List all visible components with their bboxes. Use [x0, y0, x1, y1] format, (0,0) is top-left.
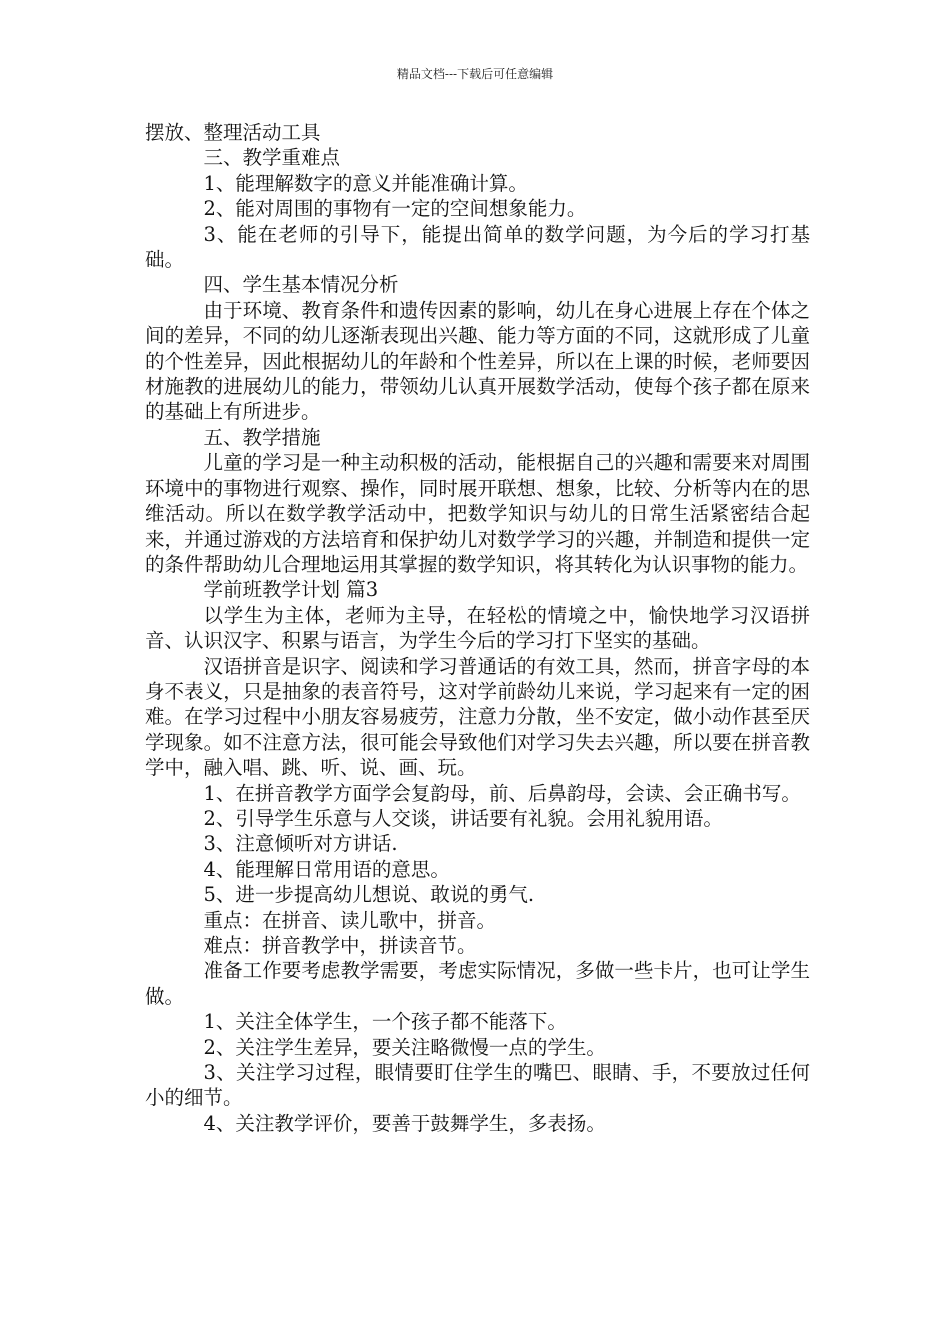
- section-heading: 四、学生基本情况分析: [203, 273, 399, 297]
- list-item: 3、注意倾听对方讲话.: [203, 832, 398, 856]
- list-item: 4、能理解日常用语的意思。: [203, 857, 450, 881]
- paragraph: 汉语拼音是识字、阅读和学习普通话的有效工具，然而，拼音字母的本身不表义，只是抽象的表音符号，这对学前龄幼儿来说，学习起来有一定的困难。在学习过程中小朋友容易疲劳，注意力分散，坐不安定，做小动作甚至厌学现象。如不注意方法，很可能会导致他们对学习失去兴趣，所以要在拼音教学中，融入唱、跳、听、说、画、玩。: [145, 654, 810, 780]
- list-item: 4、关注教学评价，要善于鼓舞学生，多表扬。: [203, 1111, 606, 1135]
- list-item: 1、能理解数字的意义并能准确计算。: [203, 171, 528, 195]
- key-point: 重点：在拼音、读儿歌中，拼音。: [203, 908, 497, 932]
- section-heading: 五、教学措施: [203, 425, 321, 449]
- list-item: 3、关注学习过程，眼情要盯住学生的嘴巴、眼睛、手，不要放过任何小的细节。: [145, 1061, 810, 1110]
- paragraph: 以学生为主体，老师为主导，在轻松的情境之中，愉快地学习汉语拼音、认识汉字、积累与语言，为学生今后的学习打下坚实的基础。: [145, 603, 810, 653]
- difficulty-point: 难点：拼音教学中，拼读音节。: [203, 934, 477, 957]
- document-body: [145, 120, 810, 1136]
- list-item: 1、关注全体学生，一个孩子都不能落下。: [203, 1010, 567, 1034]
- page-header: 精品文档---下载后可任意编辑: [396, 67, 554, 81]
- list-item: 2、能对周围的事物有一定的空间想象能力。: [203, 197, 587, 221]
- paragraph: 摆放、整理活动工具: [145, 121, 321, 144]
- list-item: 3、能在老师的引导下，能提出简单的数学问题，为今后的学习打基础。: [145, 222, 810, 272]
- section-title: 学前班教学计划 篇3: [203, 578, 379, 602]
- section-heading: 三、教学重难点: [203, 146, 341, 170]
- paragraph: 准备工作要考虑教学需要，考虑实际情况，多做一些卡片，也可让学生做。: [145, 959, 810, 1008]
- list-item: 2、关注学生差异，要关注略微慢一点的学生。: [203, 1035, 606, 1059]
- paragraph: 儿童的学习是一种主动积极的活动，能根据自己的兴趣和需要来对周围环境中的事物进行观察、操作，同时展开联想、想象，比较、分析等内在的思维活动。所以在数学教学活动中，把数学知识与幼儿的日常生活紧密结合起来，并通过游戏的方法培育和保护幼儿对数学学习的兴趣，并制造和提供一定的条件帮助幼儿合理地运用其掌握的数学知识，将其转化为认识事物的能力。: [145, 451, 810, 576]
- list-item: 2、引导学生乐意与人交谈，讲话要有礼貌。会用礼貌用语。: [203, 806, 723, 830]
- paragraph: 由于环境、教育条件和遗传因素的影响，幼儿在身心进展上存在个体之间的差异，不同的幼儿逐渐表现出兴趣、能力等方面的不同，这就形成了儿童的个性差异，因此根据幼儿的年龄和个性差异，所以在上课的时候，老师要因材施教的进展幼儿的能力，带领幼儿认真开展数学活动，使每个孩子都在原来的基础上有所进步。: [145, 298, 810, 424]
- list-item: 5、进一步提高幼儿想说、敢说的勇气.: [203, 883, 535, 907]
- list-item: 1、在拼音教学方面学会复韵母，前、后鼻韵母，会读、会正确书写。: [203, 781, 801, 805]
